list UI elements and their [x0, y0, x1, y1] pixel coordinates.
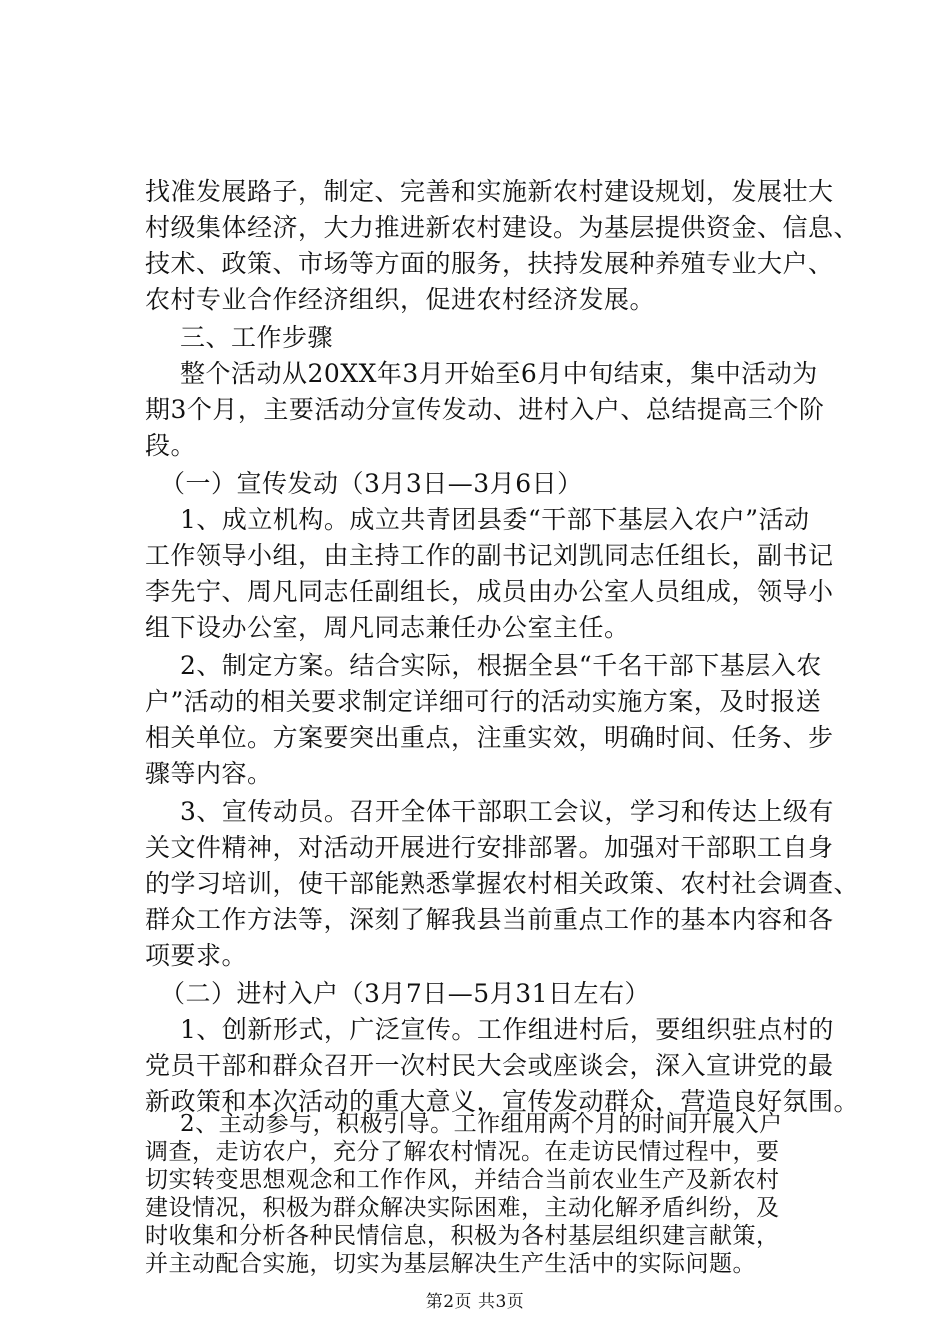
subsection-heading: （二）进村入户（3月7日—5月31日左右）: [160, 979, 651, 1008]
body-line: 工作领导小组，由主持工作的副书记刘凯同志任组长，副书记: [145, 541, 834, 570]
body-line: 李先宁、周凡同志任副组长，成员由办公室人员组成，领导小: [145, 577, 834, 606]
body-line: 村级集体经济，大力推进新农村建设。为基层提供资金、信息、: [145, 213, 860, 242]
body-line: 技术、政策、市场等方面的服务，扶持发展种养殖专业大户、: [145, 249, 834, 278]
body-line: 建设情况，积极为群众解决实际困难，主动化解矛盾纠纷，及: [145, 1195, 780, 1221]
body-line: 2、制定方案。结合实际，根据全县“千名干部下基层入农: [180, 651, 822, 680]
body-line: 户”活动的相关要求制定详细可行的活动实施方案，及时报送: [145, 687, 822, 716]
body-line: 2、主动参与，积极引导。工作组用两个月的时间开展入户: [180, 1111, 783, 1137]
body-line: 3、宣传动员。召开全体干部职工会议，学习和传达上级有: [180, 797, 834, 826]
body-line: 段。: [145, 431, 197, 460]
body-line: 党员干部和群众召开一次村民大会或座谈会，深入宣讲党的最: [145, 1051, 834, 1080]
body-line: 时收集和分析各种民情信息，积极为各村基层组织建言献策，: [145, 1223, 780, 1249]
body-line: 项要求。: [145, 941, 248, 970]
body-line: 1、成立机构。成立共青团县委“干部下基层入农户”活动: [180, 505, 810, 534]
body-line: 整个活动从20XX年3月开始至6月中旬结束，集中活动为: [180, 359, 818, 388]
body-line: 相关单位。方案要突出重点，注重实效，明确时间、任务、步: [145, 723, 834, 752]
section-heading: 三、工作步骤: [180, 323, 334, 352]
subsection-heading: （一）宣传发动（3月3日—3月6日）: [160, 469, 583, 498]
body-line: 的学习培训，使干部能熟悉掌握农村相关政策、农村社会调查、: [145, 869, 860, 898]
body-line: 新政策和本次活动的重大意义，宣传发动群众，营造良好氛围。: [145, 1087, 860, 1116]
body-line: 1、创新形式，广泛宣传。工作组进村后，要组织驻点村的: [180, 1015, 834, 1044]
body-line: 调查，走访农户，充分了解农村情况。在走访民情过程中，要: [145, 1139, 780, 1165]
body-line: 关文件精神，对活动开展进行安排部署。加强对干部职工自身: [145, 833, 834, 862]
body-line: 找准发展路子，制定、完善和实施新农村建设规划，发展壮大: [145, 177, 834, 206]
body-line: 群众工作方法等，深刻了解我县当前重点工作的基本内容和各: [145, 905, 834, 934]
body-line: 农村专业合作经济组织，促进农村经济发展。: [145, 285, 656, 314]
body-line: 期3个月，主要活动分宣传发动、进村入户、总结提高三个阶: [145, 395, 825, 424]
body-line: 切实转变思想观念和工作作风，并结合当前农业生产及新农村: [145, 1167, 780, 1193]
body-line: 骤等内容。: [145, 759, 273, 788]
body-line: 组下设办公室，周凡同志兼任办公室主任。: [145, 613, 630, 642]
page-number-footer: 第2页 共3页: [425, 1292, 525, 1312]
body-line: 并主动配合实施，切实为基层解决生产生活中的实际问题。: [145, 1251, 756, 1277]
